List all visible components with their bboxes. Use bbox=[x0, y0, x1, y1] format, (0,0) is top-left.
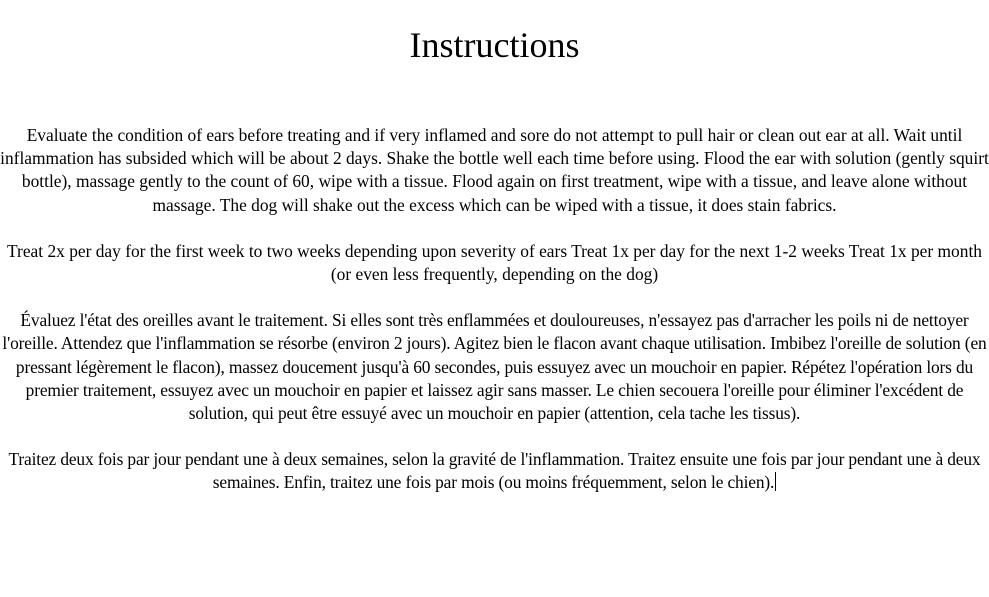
paragraph-fr-schedule-text: Traitez deux fois par jour pendant une à deux semaines, selon la gravité de l'inflammation. Traitez ensuite une fois par jour pendant une à deux semaines. Enfin, traitez une fois par mois (ou moins fréquemment, selon le chien). bbox=[8, 449, 981, 493]
paragraph-en-instructions: Evaluate the condition of ears before treating and if very inflamed and sore do not attempt to pull hair or clean out ear at all. Wait until inflammation has subsided which will be about 2 days. Shake the bottle well each time before using. Flood the ear with solution (gently squirt bottle), massage gently to the count of 60, wipe with a tissue. Flood again on first treatment, wipe with a tissue, and leave alone without massage. The dog will shake out the excess which can be wiped with a tissue, it does stain fabrics. bbox=[0, 125, 989, 215]
paragraph-en-schedule: Treat 2x per day for the first week to two weeks depending upon severity of ears Treat 1x per day for the next 1-2 weeks Treat 1x per month (or even less frequently, depending on the dog) bbox=[7, 240, 982, 285]
page-title: Instructions bbox=[409, 25, 580, 65]
paragraph-fr-schedule bbox=[0, 448, 989, 494]
text-cursor bbox=[775, 472, 776, 491]
document-body[interactable] bbox=[0, 124, 989, 518]
paragraph-fr-instructions: Évaluez l'état des oreilles avant le traitement. Si elles sont très enflammées et douloureuses, n'essayez pas d'arracher les poils ni de nettoyer l'oreille. Attendez que l'inflammation se résorbe (environ 2 jours). Agitez bien le flacon avant chaque utilisation. Imbibez l'oreille de solution (en pressant légèrement le flacon), massez doucement jusqu'à 60 secondes, puis essuyez avec un mouchoir en papier. Répétez l'opération lors du premier traitement, essuyez avec un mouchoir en papier et laissez agir sans masser. Le chien secouera l'oreille pour éliminer l'excédent de solution, qui peut être essuyé avec un mouchoir en papier (attention, cela tache les tissus). bbox=[2, 310, 987, 424]
